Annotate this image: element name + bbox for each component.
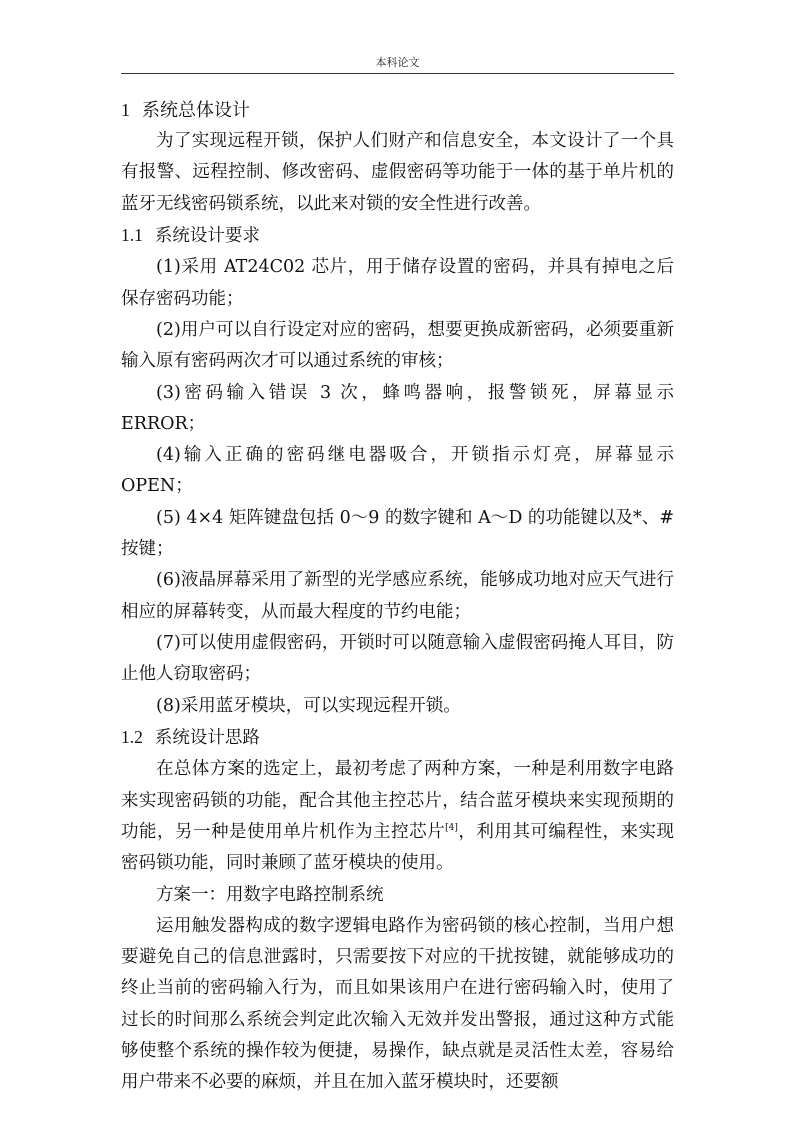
document-body [121, 95, 674, 1099]
section-1-2-heading [121, 722, 674, 755]
section-1-heading [121, 95, 674, 126]
requirement-item: (7)可以使用虚假密码，开锁时可以随意输入虚假密码掩人耳目，防止他人窃取密码； [121, 632, 674, 685]
approach-text: 在总体方案的选定上，最初考虑了两种方案，一种是利用数字电路来实现密码锁的功能，配合其他主控芯片，结合蓝牙模块来实现预期的功能，另一种是使用单片机作为主控芯片 [121, 759, 674, 842]
section-title: 系统设计要求 [154, 225, 260, 246]
header-divider [121, 73, 674, 74]
scheme-1-paragraph: 运用触发器构成的数字逻辑电路作为密码锁的核心控制，当用户想要避免自己的信息泄露时，只需要按下对应的干扰按键，就能够成功的终止当前的密码输入行为，而且如果该用户在进行密码输入时，使用了过长的时间那么系统会判定此次输入无效并发出警报，通过这种方式能够使整个系统的操作较为便捷，易操作，缺点就是灵活性太差，容易给用户带来不必要的麻烦，并且在加入蓝牙模块时，还要额 [121, 915, 674, 1093]
approach-paragraph [121, 754, 674, 879]
intro-paragraph: 为了实现远程开锁，保护人们财产和信息安全，本文设计了一个具有报警、远程控制、修改密码、虚假密码等功能于一体的基于单片机的蓝牙无线密码锁系统，以此来对锁的安全性进行改善。 [121, 131, 674, 214]
requirement-item: (4)输入正确的密码继电器吸合，开锁指示灯亮，屏幕显示 OPEN； [121, 445, 674, 497]
section-number: 1.2 [121, 726, 143, 747]
section-title: 系统设计思路 [154, 727, 260, 748]
section-number: 1.1 [121, 224, 143, 245]
section-1-1-heading [121, 220, 674, 253]
requirement-item: (6)液晶屏幕采用了新型的光学感应系统，能够成功地对应天气进行相应的屏幕转变，从而最大程度的节约电能； [121, 570, 674, 622]
requirement-item: (3)密码输入错误 3 次，蜂鸣器响，报警锁死，屏幕显示 ERROR； [121, 382, 674, 434]
requirement-item: (5) 4×4 矩阵键盘包括 0～9 的数字键和 A～D 的功能键以及*、#按键； [121, 507, 674, 560]
requirement-item: (1)采用 AT24C02 芯片，用于储存设置的密码，并具有掉电之后保存密码功能； [121, 257, 674, 309]
section-number: 1 [121, 100, 130, 120]
section-title: 系统总体设计 [142, 100, 250, 121]
citation-ref: [4] [445, 823, 458, 834]
approach-text: ，利用其可编程性，来实现密码锁功能，同时兼顾了蓝牙模块的使用。 [121, 821, 675, 874]
page-header: 本科论文 [375, 56, 420, 69]
requirement-item: (2)用户可以自行设定对应的密码，想要更换成新密码，必须要重新输入原有密码两次才可以通过系统的审核； [121, 319, 674, 372]
requirement-item: (8)采用蓝牙模块，可以实现远程开锁。 [156, 695, 461, 716]
scheme-1-title: 方案一：用数字电路控制系统 [156, 884, 384, 905]
